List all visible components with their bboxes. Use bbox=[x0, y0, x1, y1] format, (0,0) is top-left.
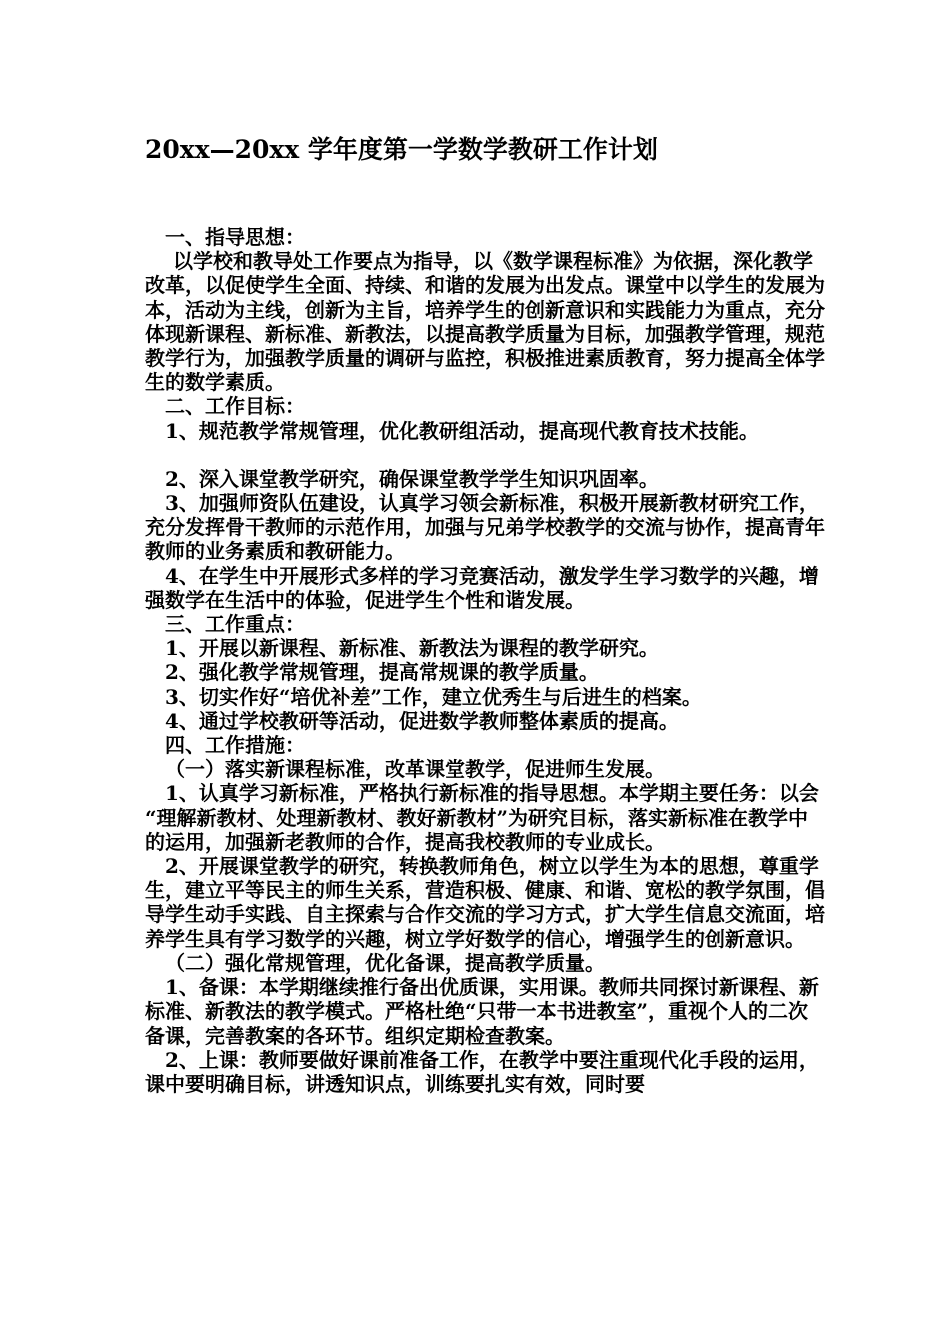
key-point-1: 1、开展以新课程、新标准、新教法为课程的教学研究。 bbox=[165, 636, 659, 661]
subsection-heading-1: （一）落实新课程标准，改革课堂教学，促进师生发展。 bbox=[165, 757, 665, 782]
section-heading-measures: 四、工作措施： bbox=[165, 733, 305, 758]
measure-1-item-2: 2、开展课堂教学的研究，转换教师角色，树立以学生为本的思想，尊重学生，建立平等民主的师生关系，营造积极、健康、和谐、宽松的教学氛围，倡导学生动手实践、自主探索与合作交流的学习方式，扩大学生信息交流面，培养学生具有学习数学的兴趣，树立学好数学的信心，增强学生的创新意识。 bbox=[145, 854, 825, 951]
key-point-3: 3、切实作好“培优补差”工作，建立优秀生与后进生的档案。 bbox=[165, 684, 702, 709]
goal-item-3: 3、加强师资队伍建设，认真学习领会新标准，积极开展新教材研究工作，充分发挥骨干教师的示范作用，加强与兄弟学校教学的交流与协作，提高青年教师的业务素质和教研能力。 bbox=[145, 491, 825, 564]
blank-line bbox=[145, 443, 825, 467]
document-body bbox=[145, 225, 825, 1096]
section-heading-key-points: 三、工作重点： bbox=[165, 612, 305, 637]
subsection-heading-2: （二）强化常规管理，优化备课，提高教学质量。 bbox=[165, 950, 605, 975]
document-title: 20xx—20xx 学年度第一学数学教研工作计划 bbox=[145, 135, 658, 164]
measure-1-item-1: 1、认真学习新标准，严格执行新标准的指导思想。本学期主要任务：以会“理解新教材、处理新教材、教好新教材”为研究目标，落实新标准在教学中的运用，加强新老教师的合作，提高我校教师的专业成长。 bbox=[145, 781, 819, 854]
section-heading-work-goals: 二、工作目标： bbox=[165, 394, 305, 419]
goal-item-4: 4、在学生中开展形式多样的学习竞赛活动，激发学生学习数学的兴趣，增强数学在生活中的体验，促进学生个性和谐发展。 bbox=[145, 563, 819, 612]
section-heading-guiding-ideology: 一、指导思想： bbox=[165, 225, 305, 249]
key-point-4: 4、通过学校教研等活动，促进数学教师整体素质的提高。 bbox=[165, 708, 679, 733]
goal-item-1: 1、规范教学常规管理，优化教研组活动，提高现代教育技术技能。 bbox=[165, 418, 759, 443]
key-point-2: 2、强化教学常规管理，提高常规课的教学质量。 bbox=[165, 660, 599, 685]
measure-2-item-2: 2、上课：教师要做好课前准备工作，在教学中要注重现代化手段的运用，课中要明确目标，讲透知识点，训练要扎实有效，同时要 bbox=[145, 1047, 819, 1096]
measure-2-item-1: 1、备课：本学期继续推行备出优质课，实用课。教师共同探讨新课程、新标准、新教法的教学模式。严格杜绝“只带一本书进教室”，重视个人的二次备课，完善教案的各环节。组织定期检查教案。 bbox=[145, 975, 819, 1048]
goal-item-2: 2、深入课堂教学研究，确保课堂教学学生知识巩固率。 bbox=[165, 466, 659, 491]
paragraph-guiding-ideology: 以学校和教导处工作要点为指导，以《数学课程标准》为依据，深化教学改革，以促使学生全面、持续、和谐的发展为出发点。课堂中以学生的发展为本，活动为主线，创新为主旨，培养学生的创新意识和实践能力为重点，充分体现新课程、新标准、新教法，以提高教学质量为目标，加强教学管理，规范教学行为，加强教学质量的调研与监控，积极推进素质教育，努力提高全体学生的数学素质。 bbox=[145, 249, 825, 395]
